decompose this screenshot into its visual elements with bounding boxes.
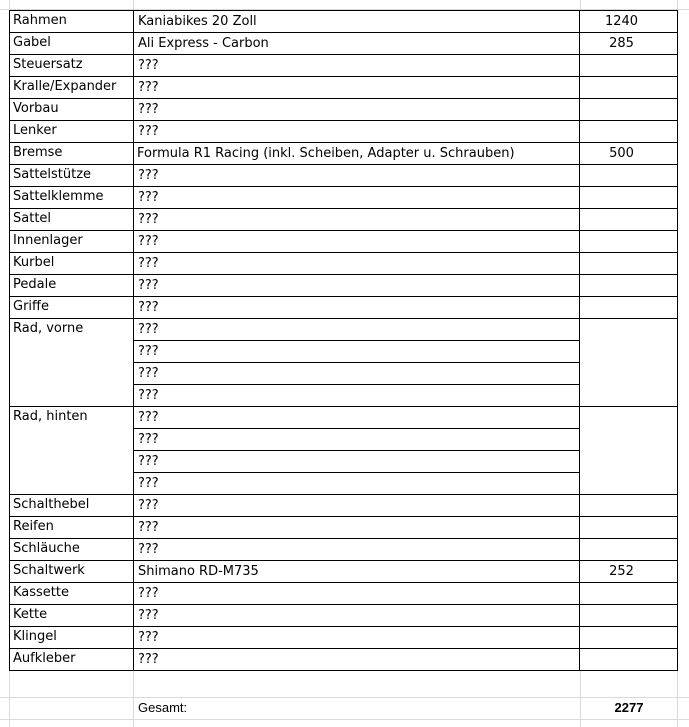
table-row xyxy=(10,11,678,33)
part-cell[interactable]: Kurbel xyxy=(10,253,134,275)
part-cell-wheel-front[interactable]: Rad, vorne xyxy=(10,319,134,407)
table-row-wheel-front xyxy=(10,319,678,341)
part-cell[interactable]: Sattel xyxy=(10,209,134,231)
table-row xyxy=(10,55,678,77)
price-cell[interactable] xyxy=(580,539,678,561)
detail-cell[interactable]: ??? xyxy=(134,99,580,121)
part-cell[interactable]: Schalthebel xyxy=(10,495,134,517)
detail-cell[interactable]: Kaniabikes 20 Zoll xyxy=(134,11,580,33)
price-cell[interactable]: 252 xyxy=(580,561,678,583)
parts-table xyxy=(9,10,678,671)
price-cell[interactable]: 1240 xyxy=(580,11,678,33)
detail-cell[interactable]: ??? xyxy=(134,209,580,231)
part-cell[interactable]: Griffe xyxy=(10,297,134,319)
detail-cell[interactable]: ??? xyxy=(134,605,580,627)
price-cell[interactable] xyxy=(580,495,678,517)
table-row xyxy=(10,121,678,143)
detail-cell[interactable]: ??? xyxy=(134,385,580,407)
table-row xyxy=(10,33,678,55)
table-row xyxy=(10,165,678,187)
price-cell[interactable] xyxy=(580,187,678,209)
parts-table-body xyxy=(10,11,678,671)
detail-cell[interactable]: ??? xyxy=(134,363,580,385)
part-cell[interactable]: Pedale xyxy=(10,275,134,297)
part-cell[interactable]: Rahmen xyxy=(10,11,134,33)
price-cell[interactable] xyxy=(580,253,678,275)
detail-cell[interactable]: ??? xyxy=(134,275,580,297)
price-cell[interactable] xyxy=(580,77,678,99)
detail-cell[interactable]: ??? xyxy=(134,253,580,275)
total-value[interactable]: 2277 xyxy=(614,700,644,715)
price-cell[interactable] xyxy=(580,649,678,671)
detail-cell[interactable]: ??? xyxy=(134,583,580,605)
table-row xyxy=(10,627,678,649)
part-cell[interactable]: Schläuche xyxy=(10,539,134,561)
price-cell[interactable] xyxy=(580,517,678,539)
part-cell[interactable]: Kassette xyxy=(10,583,134,605)
table-row xyxy=(10,297,678,319)
price-cell[interactable] xyxy=(580,297,678,319)
detail-cell[interactable]: Shimano RD-M735 xyxy=(134,561,580,583)
price-cell[interactable] xyxy=(580,209,678,231)
part-cell[interactable]: Schaltwerk xyxy=(10,561,134,583)
price-cell[interactable] xyxy=(580,55,678,77)
detail-cell[interactable]: ??? xyxy=(134,77,580,99)
table-row xyxy=(10,539,678,561)
detail-cell[interactable]: ??? xyxy=(134,319,580,341)
price-cell[interactable] xyxy=(580,121,678,143)
detail-cell[interactable]: Ali Express - Carbon xyxy=(134,33,580,55)
price-cell[interactable]: 500 xyxy=(580,143,678,165)
total-row xyxy=(0,697,689,719)
part-cell[interactable]: Sattelklemme xyxy=(10,187,134,209)
table-row xyxy=(10,187,678,209)
price-cell[interactable] xyxy=(580,583,678,605)
detail-cell[interactable]: ??? xyxy=(134,495,580,517)
detail-cell[interactable]: ??? xyxy=(134,231,580,253)
table-row xyxy=(10,517,678,539)
table-row xyxy=(10,495,678,517)
table-row xyxy=(10,143,678,165)
table-row xyxy=(10,275,678,297)
table-row xyxy=(10,231,678,253)
detail-cell[interactable]: ??? xyxy=(134,429,580,451)
price-cell[interactable]: 285 xyxy=(580,33,678,55)
detail-cell[interactable]: ??? xyxy=(134,187,580,209)
price-cell[interactable] xyxy=(580,627,678,649)
price-cell[interactable] xyxy=(580,99,678,121)
table-row xyxy=(10,583,678,605)
part-cell[interactable]: Bremse xyxy=(10,143,134,165)
table-row xyxy=(10,561,678,583)
detail-cell[interactable]: ??? xyxy=(134,165,580,187)
detail-cell[interactable]: ??? xyxy=(134,539,580,561)
detail-cell[interactable]: ??? xyxy=(134,55,580,77)
detail-cell[interactable]: ??? xyxy=(134,517,580,539)
table-row xyxy=(10,649,678,671)
price-cell-wheel-front[interactable] xyxy=(580,319,678,407)
detail-cell[interactable]: ??? xyxy=(134,121,580,143)
total-label[interactable]: Gesamt: xyxy=(138,700,188,715)
table-row-wheel-rear xyxy=(10,407,678,429)
detail-cell[interactable]: ??? xyxy=(134,649,580,671)
price-cell-wheel-rear[interactable] xyxy=(580,407,678,495)
part-cell[interactable]: Innenlager xyxy=(10,231,134,253)
part-cell-wheel-rear[interactable]: Rad, hinten xyxy=(10,407,134,495)
part-cell[interactable]: Sattelstütze xyxy=(10,165,134,187)
part-cell[interactable]: Steuersatz xyxy=(10,55,134,77)
part-cell[interactable]: Kralle/Expander xyxy=(10,77,134,99)
detail-cell[interactable]: ??? xyxy=(134,627,580,649)
part-cell[interactable]: Klingel xyxy=(10,627,134,649)
part-cell[interactable]: Reifen xyxy=(10,517,134,539)
table-row xyxy=(10,209,678,231)
table-row xyxy=(10,77,678,99)
part-cell[interactable]: Gabel xyxy=(10,33,134,55)
price-cell[interactable] xyxy=(580,605,678,627)
detail-cell[interactable]: ??? xyxy=(134,473,580,495)
part-cell[interactable]: Vorbau xyxy=(10,99,134,121)
table-row xyxy=(10,253,678,275)
detail-cell[interactable]: ??? xyxy=(134,341,580,363)
table-row xyxy=(10,605,678,627)
price-cell[interactable] xyxy=(580,165,678,187)
table-row xyxy=(10,99,678,121)
price-cell[interactable] xyxy=(580,231,678,253)
part-cell[interactable]: Kette xyxy=(10,605,134,627)
detail-cell[interactable]: ??? xyxy=(134,451,580,473)
detail-cell[interactable]: Formula R1 Racing (inkl. Scheiben, Adapter u. Schrauben) xyxy=(134,143,580,165)
part-cell[interactable]: Aufkleber xyxy=(10,649,134,671)
detail-cell[interactable]: ??? xyxy=(134,297,580,319)
detail-cell[interactable]: ??? xyxy=(134,407,580,429)
price-cell[interactable] xyxy=(580,275,678,297)
part-cell[interactable]: Lenker xyxy=(10,121,134,143)
